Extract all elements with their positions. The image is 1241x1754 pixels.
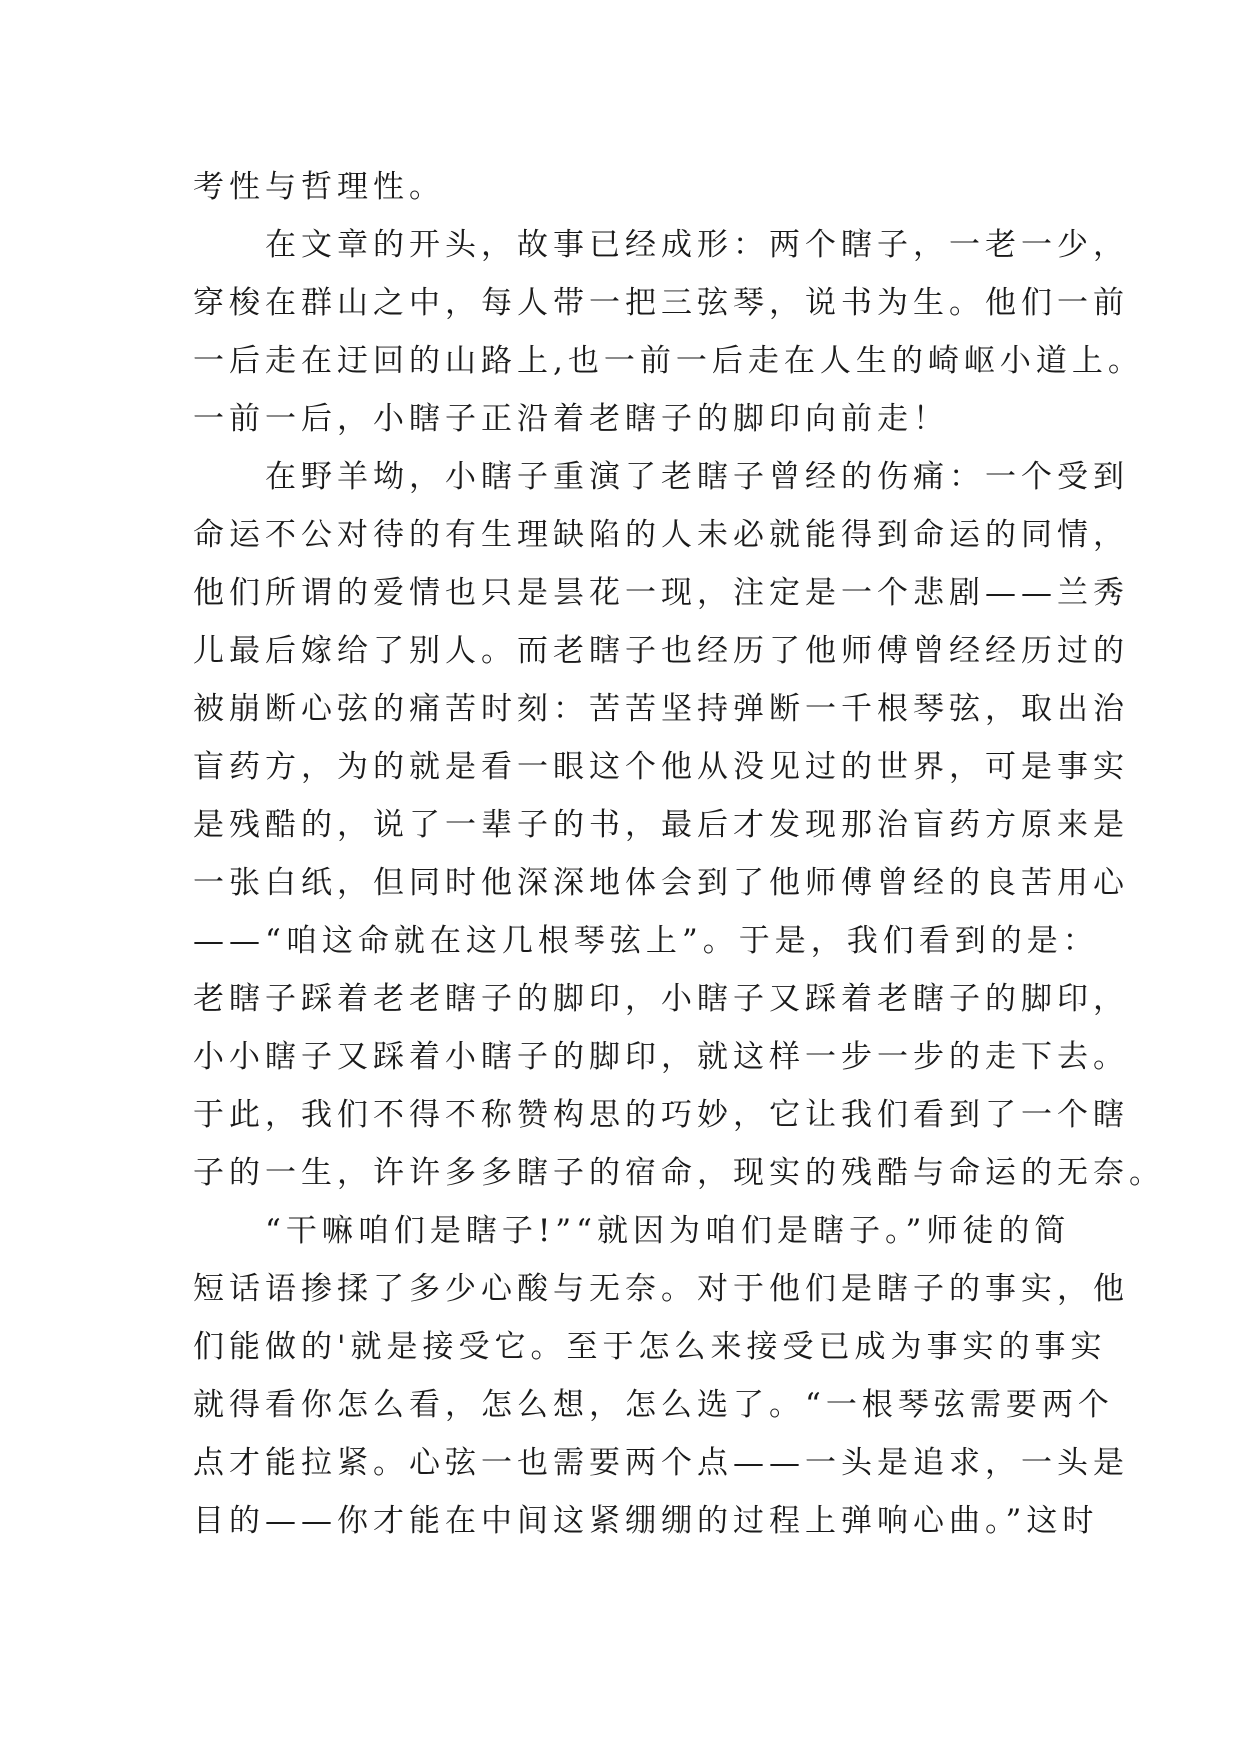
text-line: 就得看你怎么看，怎么想，怎么选了。“一根琴弦需要两个 xyxy=(193,1387,1114,1423)
text-line: 在野羊坳，小瞎子重演了老瞎子曾经的伤痛：一个受到 xyxy=(193,459,1129,495)
text-line: “干嘛咱们是瞎子!”“就因为咱们是瞎子。”师徒的简 xyxy=(193,1213,1071,1249)
text-line: 在文章的开头，故事已经成形：两个瞎子，一老一少， xyxy=(193,227,1129,263)
text-line: 命运不公对待的有生理缺陷的人未必就能得到命运的同情， xyxy=(193,517,1129,553)
text-line: 短话语掺揉了多少心酸与无奈。对于他们是瞎子的事实，他 xyxy=(193,1271,1129,1307)
text-line: 一后走在迂回的山路上,也一前一后走在人生的崎岖小道上。 xyxy=(193,343,1144,379)
text-line: 一前一后，小瞎子正沿着老瞎子的脚印向前走！ xyxy=(193,401,949,437)
text-line: ——“咱这命就在这几根琴弦上”。于是，我们看到的是： xyxy=(193,923,1099,959)
text-line: 目的——你才能在中间这紧绷绷的过程上弹响心曲。”这时 xyxy=(193,1503,1099,1539)
text-line: 考性与哲理性。 xyxy=(193,169,445,205)
text-line: 盲药方，为的就是看一眼这个他从没见过的世界，可是事实 xyxy=(193,749,1129,785)
text-line: 他们所谓的爱情也只是昙花一现，注定是一个悲剧——兰秀 xyxy=(193,575,1129,611)
text-line: 儿最后嫁给了别人。而老瞎子也经历了他师傅曾经经历过的 xyxy=(193,633,1129,669)
text-line: 老瞎子踩着老老瞎子的脚印，小瞎子又踩着老瞎子的脚印， xyxy=(193,981,1129,1017)
text-line: 点才能拉紧。心弦一也需要两个点——一头是追求，一头是 xyxy=(193,1445,1129,1481)
text-line: 被崩断心弦的痛苦时刻：苦苦坚持弹断一千根琴弦，取出治 xyxy=(193,691,1129,727)
text-line: 一张白纸，但同时他深深地体会到了他师傅曾经的良苦用心 xyxy=(193,865,1129,901)
body-text xyxy=(193,158,1165,1550)
text-line: 们能做的'就是接受它。至于怎么来接受已成为事实的事实 xyxy=(193,1329,1107,1365)
text-line: 穿梭在群山之中，每人带一把三弦琴，说书为生。他们一前 xyxy=(193,285,1129,321)
text-line: 于此，我们不得不称赞构思的巧妙，它让我们看到了一个瞎 xyxy=(193,1097,1129,1133)
text-line: 子的一生，许许多多瞎子的宿命，现实的残酷与命运的无奈。 xyxy=(193,1155,1165,1191)
text-line: 是残酷的，说了一辈子的书，最后才发现那治盲药方原来是 xyxy=(193,807,1129,843)
text-line: 小小瞎子又踩着小瞎子的脚印，就这样一步一步的走下去。 xyxy=(193,1039,1129,1075)
